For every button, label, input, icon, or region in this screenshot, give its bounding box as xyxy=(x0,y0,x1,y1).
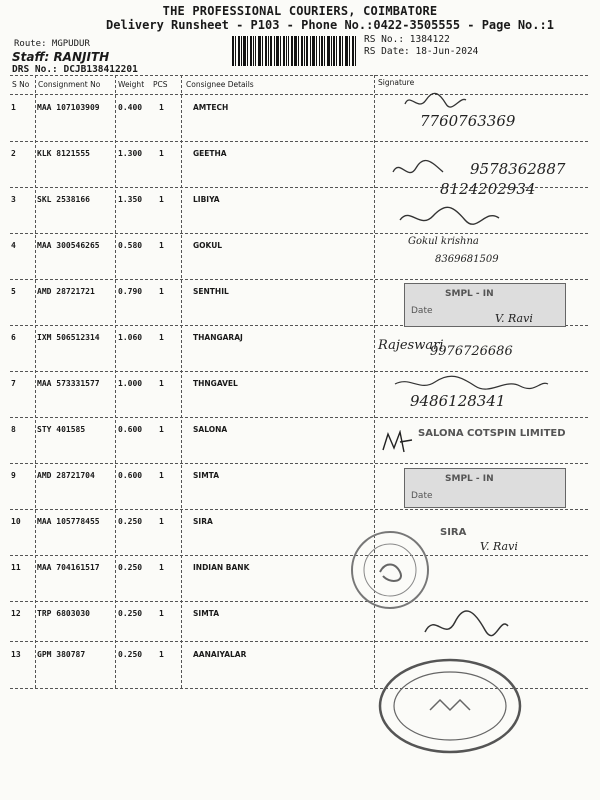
signature-name: Rajeswari xyxy=(378,338,444,353)
row-pcs: 1 xyxy=(159,650,164,659)
stamp-text: SMPL - IN xyxy=(445,289,494,299)
row-rule xyxy=(10,463,588,464)
stamp-text: SIRA xyxy=(440,527,467,538)
signature-phone: 9578362887 xyxy=(470,160,566,178)
row-consignee: THANGARAJ xyxy=(193,333,243,342)
rs-info xyxy=(364,34,478,58)
row-consignment: MAA 107103909 xyxy=(37,103,100,112)
row-consignee: GEETHA xyxy=(193,149,227,158)
runsheet-title: Delivery Runsheet - P103 - Phone No.:0422-3505555 - Page No.:1 xyxy=(106,18,554,32)
company-stamp xyxy=(404,468,566,508)
row-consignment: GPM 380787 xyxy=(37,650,86,659)
signature-initial: V. Ravi xyxy=(480,540,518,553)
row-pcs: 1 xyxy=(159,333,164,342)
row-rule xyxy=(10,555,588,556)
handwritten-signature xyxy=(395,200,505,234)
row-sno: 5 xyxy=(11,287,16,296)
company-title: THE PROFESSIONAL COURIERS, COIMBATORE xyxy=(162,4,438,18)
row-consignment: KLK 8121555 xyxy=(37,149,90,158)
stamp-text: SALONA COTSPIN LIMITED xyxy=(418,428,566,439)
row-consignee: THNGAVEL xyxy=(193,379,238,388)
row-consignment: MAA 300546265 xyxy=(37,241,100,250)
rs-number: RS No.: 1384122 xyxy=(364,34,450,45)
row-weight: 0.790 xyxy=(118,287,143,296)
round-seal-stamp xyxy=(370,650,530,760)
row-consignee: SIRA xyxy=(193,517,213,526)
row-sno: 6 xyxy=(11,333,16,342)
row-sno: 7 xyxy=(11,379,16,388)
col-header-consignment: Consignment No xyxy=(38,80,101,89)
row-pcs: 1 xyxy=(159,149,164,158)
col-divider xyxy=(115,75,116,688)
stamp-date-label: Date xyxy=(411,491,433,501)
signature-name: Gokul krishna xyxy=(408,236,479,247)
signature-initial: V. Ravi xyxy=(495,312,533,325)
row-pcs: 1 xyxy=(159,517,164,526)
col-header-sno: S No xyxy=(12,80,30,89)
row-consignment: STY 401585 xyxy=(37,425,86,434)
row-weight: 0.250 xyxy=(118,563,143,572)
row-consignment: IXM 506512314 xyxy=(37,333,100,342)
row-sno: 2 xyxy=(11,149,16,158)
table-header-rule xyxy=(10,94,588,95)
row-weight: 0.250 xyxy=(118,517,143,526)
col-header-signature: Signature xyxy=(378,78,415,87)
col-divider xyxy=(181,75,182,688)
row-consignment: AMD 28721721 xyxy=(37,287,95,296)
route-label: Route: MGPUDUR xyxy=(14,39,90,49)
row-consignee: SALONA xyxy=(193,425,228,434)
row-rule xyxy=(10,509,588,510)
row-consignee: SIMTA xyxy=(193,471,219,480)
row-pcs: 1 xyxy=(159,241,164,250)
barcode xyxy=(232,36,356,66)
row-rule xyxy=(10,141,588,142)
row-weight: 1.000 xyxy=(118,379,143,388)
row-weight: 0.600 xyxy=(118,425,143,434)
row-consignee: GOKUL xyxy=(193,241,223,250)
col-divider xyxy=(35,75,36,688)
row-consignee: SIMTA xyxy=(193,609,219,618)
row-pcs: 1 xyxy=(159,471,164,480)
row-sno: 13 xyxy=(11,650,21,659)
row-pcs: 1 xyxy=(159,287,164,296)
row-consignment: MAA 573331577 xyxy=(37,379,100,388)
col-header-pcs: PCS xyxy=(153,80,168,89)
row-consignment: TRP 6803030 xyxy=(37,609,90,618)
row-consignee: LIBIYA xyxy=(193,195,220,204)
row-consignee: AMTECH xyxy=(193,103,229,112)
handwritten-signature xyxy=(380,430,414,456)
staff-label: Staff: RANJITH xyxy=(12,50,110,64)
row-consignee: SENTHIL xyxy=(193,287,229,296)
row-sno: 11 xyxy=(11,563,21,572)
rs-date: RS Date: 18-Jun-2024 xyxy=(364,46,479,57)
row-consignment: MAA 704161517 xyxy=(37,563,100,572)
row-weight: 1.300 xyxy=(118,149,143,158)
row-sno: 8 xyxy=(11,425,16,434)
signature-phone: 7760763369 xyxy=(420,112,516,130)
row-rule xyxy=(10,371,588,372)
row-weight: 0.400 xyxy=(118,103,143,112)
handwritten-signature xyxy=(400,90,470,114)
round-seal-stamp xyxy=(345,528,435,612)
drs-number: DRS No.: DCJB138412201 xyxy=(12,64,138,75)
row-sno: 3 xyxy=(11,195,16,204)
row-consignee: INDIAN BANK xyxy=(193,563,250,572)
row-pcs: 1 xyxy=(159,379,164,388)
handwritten-signature xyxy=(388,158,448,182)
handwritten-signature xyxy=(390,374,550,394)
col-header-weight: Weight xyxy=(118,80,145,89)
row-sno: 9 xyxy=(11,471,16,480)
row-consignee: AANAIYALAR xyxy=(193,650,247,659)
table-top-rule xyxy=(10,75,588,76)
signature-phone: 8369681509 xyxy=(435,254,499,265)
row-weight: 1.350 xyxy=(118,195,143,204)
company-stamp xyxy=(404,283,566,327)
col-header-consignee: Consignee Details xyxy=(186,80,254,89)
row-sno: 4 xyxy=(11,241,16,250)
row-pcs: 1 xyxy=(159,103,164,112)
row-consignment: AMD 28721704 xyxy=(37,471,95,480)
row-sno: 10 xyxy=(11,517,21,526)
row-consignment: MAA 105778455 xyxy=(37,517,100,526)
row-sno: 1 xyxy=(11,103,16,112)
row-rule xyxy=(10,279,588,280)
row-weight: 0.250 xyxy=(118,650,143,659)
row-weight: 0.600 xyxy=(118,471,143,480)
handwritten-signature xyxy=(420,602,510,650)
row-pcs: 1 xyxy=(159,563,164,572)
signature-phone: 8124202934 xyxy=(440,180,536,198)
signature-phone: 9486128341 xyxy=(410,392,506,410)
row-rule xyxy=(10,417,588,418)
signature-phone: 9976726686 xyxy=(430,344,513,359)
row-weight: 0.580 xyxy=(118,241,143,250)
row-pcs: 1 xyxy=(159,425,164,434)
stamp-text: SMPL - IN xyxy=(445,474,494,484)
row-weight: 1.060 xyxy=(118,333,143,342)
stamp-date-label: Date xyxy=(411,306,433,316)
row-pcs: 1 xyxy=(159,195,164,204)
row-pcs: 1 xyxy=(159,609,164,618)
row-sno: 12 xyxy=(11,609,21,618)
row-consignment: SKL 2538166 xyxy=(37,195,90,204)
row-weight: 0.250 xyxy=(118,609,143,618)
